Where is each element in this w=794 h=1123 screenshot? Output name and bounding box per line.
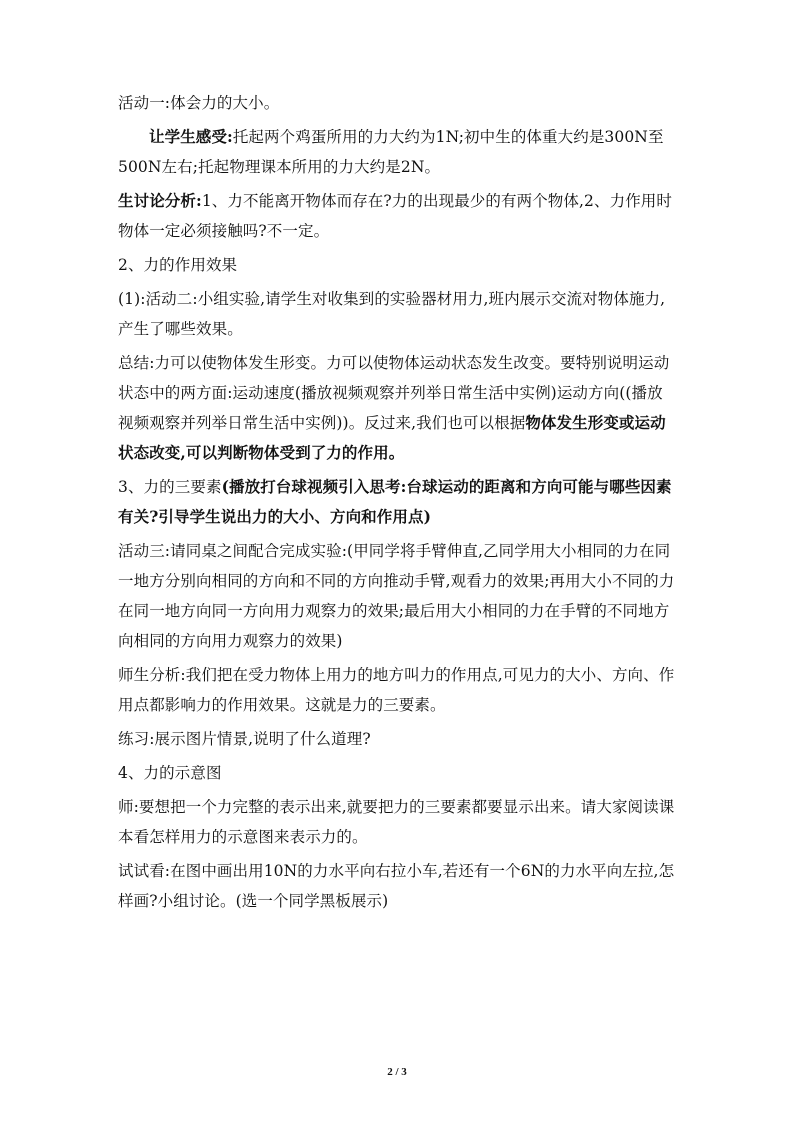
text-three-elements-bold: (播放打台球视频引入思考:台球运动的距离和方向可能与哪些因素有关?引导学生说出力的大小、方向和作用点): [118, 477, 672, 526]
paragraph-student-feel: [118, 122, 678, 182]
heading-force-effect: 2、力的作用效果: [118, 256, 238, 274]
text-student-feel: 托起两个鸡蛋所用的力大约为1N;初中生的体重大约是300N至500N左右;托起物理课本所用的力大约是2N。: [118, 128, 664, 176]
page-number: 2 / 3: [387, 1066, 407, 1078]
paragraph-teacher: 师:要想把一个力完整的表示出来,就要把力的三要素都要显示出来。请大家阅读课本看怎样用力的示意图来表示力的。: [118, 798, 675, 846]
paragraph-activity-two: (1):活动二:小组实验,请学生对收集到的实验器材用力,班内展示交流对物体施力,产生了哪些效果。: [118, 290, 666, 338]
document-body: [118, 88, 678, 920]
paragraph-activity-one: 活动一:体会力的大小。: [118, 94, 280, 112]
paragraph-exercise: 练习:展示图片情景,说明了什么道理?: [118, 730, 371, 748]
paragraph-summary: [118, 348, 678, 468]
heading-three-elements: 3、力的三要素: [118, 478, 222, 496]
text-summary-bold: 物体发生形变或运动状态改变,可以判断物体受到了力的作用。: [118, 413, 666, 462]
heading-force-diagram: 4、力的示意图: [118, 764, 222, 782]
paragraph-three-elements: [118, 472, 678, 532]
paragraph-activity-three: 活动三:请同桌之间配合完成实验:(甲同学将手臂伸直,乙同学用大小相同的力在同一地方分别向相同的方向和不同的方向推动手臂,观看力的效果;再用大小不同的力在同一地方向同一方向用力观察力的效果;最后用大小相同的力在手臂的不同地方向相同的方向用力观察力的效果): [118, 542, 675, 650]
paragraph-teacher-student-analysis: 师生分析:我们把在受力物体上用力的地方叫力的作用点,可见力的大小、方向、作用点都影响力的作用效果。这就是力的三要素。: [118, 666, 675, 714]
label-student-feel: 让学生感受:: [149, 127, 233, 146]
paragraph-try-it: 试试看:在图中画出用10N的力水平向右拉小车,若还有一个6N的力水平向左拉,怎样画?小组讨论。(选一个同学黑板展示): [118, 862, 675, 910]
text-student-discussion: 1、力不能离开物体而存在?力的出现最少的有两个物体,2、力作用时物体一定必须接触吗?不一定。: [118, 192, 672, 240]
paragraph-student-discussion: [118, 186, 678, 246]
text-summary: 总结:力可以使物体发生形变。力可以使物体运动状态发生改变。要特别说明运动状态中的两方面:运动速度(播放视频观察并列举日常生活中实例)运动方向((播放视频观察并列举日常生活中实例))。反过来,我们也可以根据: [118, 354, 670, 432]
label-student-discussion: 生讨论分析:: [118, 191, 202, 210]
